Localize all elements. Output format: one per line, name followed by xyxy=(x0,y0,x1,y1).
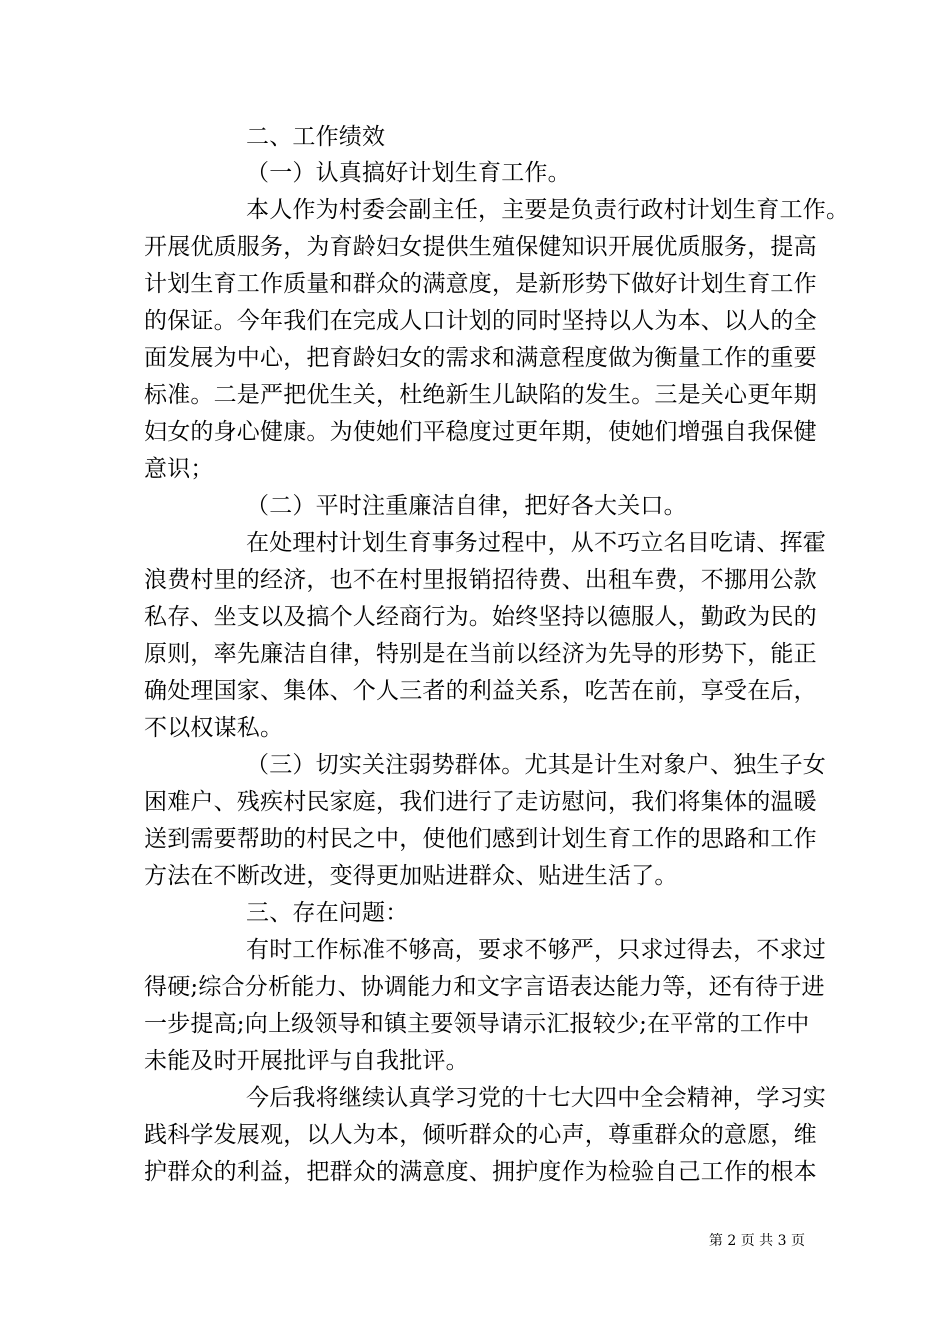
paragraph-line: 送到需要帮助的村民之中，使他们感到计划生育工作的思路和工作 xyxy=(144,826,817,852)
paragraph-line: 标准。二是严把优生关，杜绝新生儿缺陷的发生。三是关心更年期 xyxy=(144,382,817,408)
paragraph-line: 不以权谋私。 xyxy=(144,715,284,741)
paragraph-line: 护群众的利益，把群众的满意度、拥护度作为检验自己工作的根本 xyxy=(144,1159,817,1185)
paragraph-line: 今后我将继续认真学习党的十七大四中全会精神，学习实 xyxy=(246,1085,826,1111)
paragraph-line: 在处理村计划生育事务过程中，从不巧立名目吃请、挥霍 xyxy=(246,530,826,556)
paragraph-line: 践科学发展观，以人为本，倾听群众的心声，尊重群众的意愿，维 xyxy=(144,1122,817,1148)
paragraph-line: 确处理国家、集体、个人三者的利益关系，吃苦在前，享受在后， xyxy=(144,678,817,704)
paragraph-line: 本人作为村委会副主任，主要是负责行政村计划生育工作。 xyxy=(246,197,850,223)
paragraph-line: 困难户、残疾村民家庭，我们进行了走访慰问，我们将集体的温暖 xyxy=(144,789,817,815)
paragraph-line: 开展优质服务，为育龄妇女提供生殖保健知识开展优质服务，提高 xyxy=(144,234,817,260)
paragraph-line: 浪费村里的经济，也不在村里报销招待费、出租车费，不挪用公款 xyxy=(144,567,817,593)
subheading-vulnerable-groups: （三）切实关注弱势群体。尤其是计生对象户、独生子女 xyxy=(246,752,826,778)
paragraph-line: 的保证。今年我们在完成人口计划的同时坚持以人为本、以人的全 xyxy=(144,308,817,334)
heading-work-performance: 二、工作绩效 xyxy=(246,124,386,150)
paragraph-line: 计划生育工作质量和群众的满意度，是新形势下做好计划生育工作 xyxy=(144,271,817,297)
paragraph-line: 私存、坐支以及搞个人经商行为。始终坚持以德服人，勤政为民的 xyxy=(144,604,817,630)
subheading-family-planning: （一）认真搞好计划生育工作。 xyxy=(246,160,571,186)
paragraph-line: 未能及时开展批评与自我批评。 xyxy=(144,1048,469,1074)
paragraph-line: 一步提高;向上级领导和镇主要领导请示汇报较少;在平常的工作中 xyxy=(144,1011,810,1037)
paragraph-line: 妇女的身心健康。为使她们平稳度过更年期，使她们增强自我保健 xyxy=(144,419,817,445)
subheading-integrity: （二）平时注重廉洁自律，把好各大关口。 xyxy=(246,493,687,519)
paragraph-line: 有时工作标准不够高，要求不够严，只求过得去，不求过 xyxy=(246,937,826,963)
paragraph-line: 原则，率先廉洁自律，特别是在当前以经济为先导的形势下，能正 xyxy=(144,641,817,667)
paragraph-line: 意识； xyxy=(144,456,214,482)
paragraph-line: 方法在不断改进，变得更加贴进群众、贴进生活了。 xyxy=(144,863,678,889)
paragraph-line: 面发展为中心，把育龄妇女的需求和满意程度做为衡量工作的重要 xyxy=(144,345,817,371)
paragraph-line: 得硬;综合分析能力、协调能力和文字言语表达能力等，还有待于进 xyxy=(144,974,825,1000)
page-number-footer: 第 2 页 共 3 页 xyxy=(708,1233,805,1249)
heading-existing-problems: 三、存在问题： xyxy=(246,900,409,926)
